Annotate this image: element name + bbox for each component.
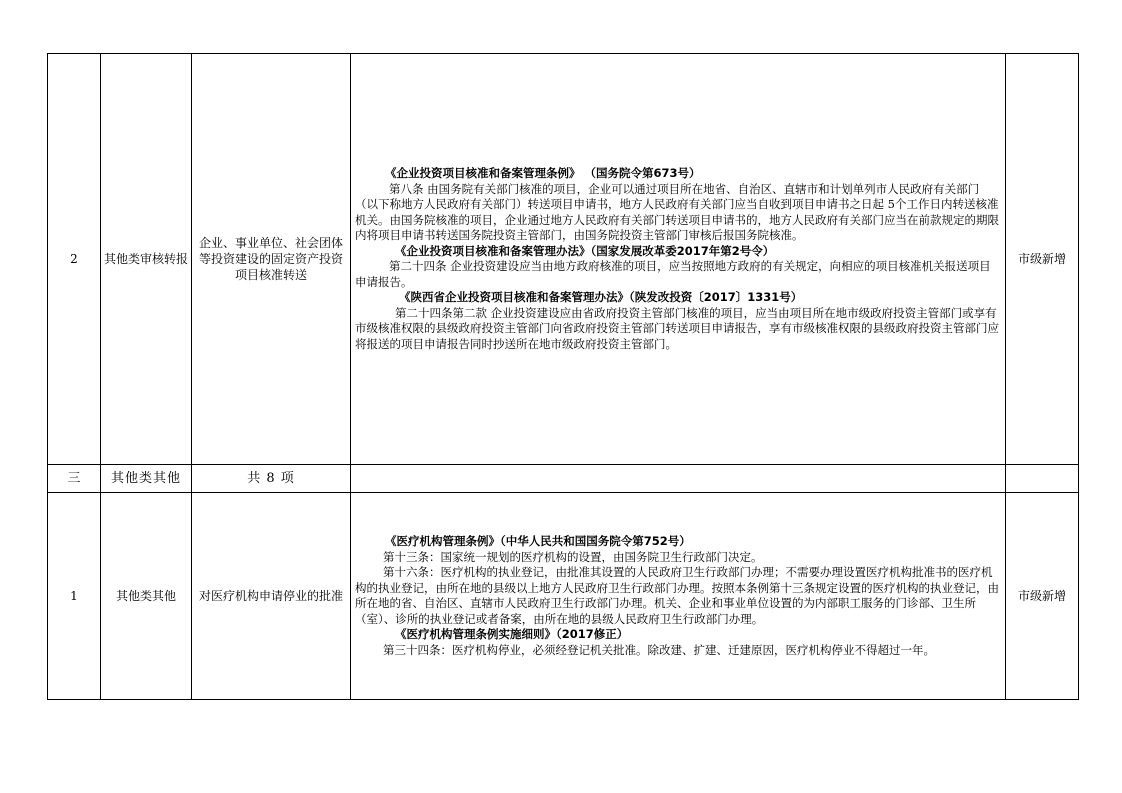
row-item-name: 对医疗机构申请停业的批准 [192,493,351,700]
row-note: 市级新增 [1006,493,1079,700]
row-legal-basis [351,465,1006,493]
law-title: 《医疗机构管理条例实施细则》（2017修正） [395,627,629,641]
law-title: 《陕西省企业投资项目核准和备案管理办法》（陕发改投资〔2017〕1331号） [399,290,803,304]
law-article: 第八条 由国务院有关部门核准的项目，企业可以通过项目所在地省、自治区、直辖市和计划单列市人民政府有关部门（以下称地方人民政府有关部门）转送项目申请书，地方人民政府有关部门应当自收到项目申请书之日起 5个工作日内转送核准机关。由国务院核准的项目，企业通过地方人民政府有关部门转送项目申请书的，地方人民政府有关部门应当在前款规定的期限内将项目申请书转送国务院投资主管部门，由国务院投资主管部门审核后报国务院核准。 [355,181,999,242]
row-note: 市级新增 [1006,54,1079,465]
law-article: 第十三条：国家统一规划的医疗机构的设置，由国务院卫生行政部门决定。 [383,549,763,564]
law-title: 《企业投资项目核准和备案管理条例》 （国务院令第673号） [385,166,701,180]
section-category: 其他类其他 [101,465,192,493]
section-count: 共 8 项 [192,465,351,493]
table-row [48,465,1079,493]
row-category: 其他类其他 [101,493,192,700]
table-row [48,54,1079,465]
law-title: 《企业投资项目核准和备案管理办法》（国家发展改革委2017年第2号令） [395,243,775,258]
law-title: 《医疗机构管理条例》（中华人民共和国国务院令第752号） [385,534,691,548]
row-item-name: 企业、事业单位、社会团体等投资建设的固定资产投资项目核准转送 [192,54,351,465]
matters-table [47,53,1079,700]
law-article: 第二十四条 企业投资建设应当由地方政府核准的项目，应当按照地方政府的有关规定，向相应的项目核准机关报送项目申请报告。 [355,259,991,289]
law-article: 第三十四条：医疗机构停业，必须经登记机关批准。除改建、扩建、迁建原因，医疗机构停业不得超过一年。 [383,642,935,657]
row-legal-basis [351,54,1006,465]
row-number: 1 [48,493,101,700]
row-number: 2 [48,54,101,465]
row-note [1006,465,1079,493]
row-category: 其他类审核转报 [101,54,192,465]
table-row [48,493,1079,700]
section-number: 三 [48,465,101,493]
row-legal-basis [351,493,1006,700]
law-article: 第二十四条第二款 企业投资建设应由省政府投资主管部门核准的项目，应当由项目所在地市级政府投资主管部门或享有市级核准权限的县级政府投资主管部门向省政府投资主管部门转送项目申请报告，享有市级核准权限的县级政府投资主管部门应将报送的项目申请报告同时抄送所在地市级政府投资主管部门。 [355,305,999,351]
law-article: 第十六条：医疗机构的执业登记，由批准其设置的人民政府卫生行政部门办理；不需要办理设置医疗机构批准书的医疗机构的执业登记，由所在地的县级以上地方人民政府卫生行政部门办理。按照本条例第十三条规定设置的医疗机构的执业登记，由所在地的省、自治区、直辖市人民政府卫生行政部门办理。机关、企业和事业单位设置的为内部职工服务的门诊部、卫生所（室）、诊所的执业登记或者备案，由所在地的县级人民政府卫生行政部门办理。 [355,565,999,626]
